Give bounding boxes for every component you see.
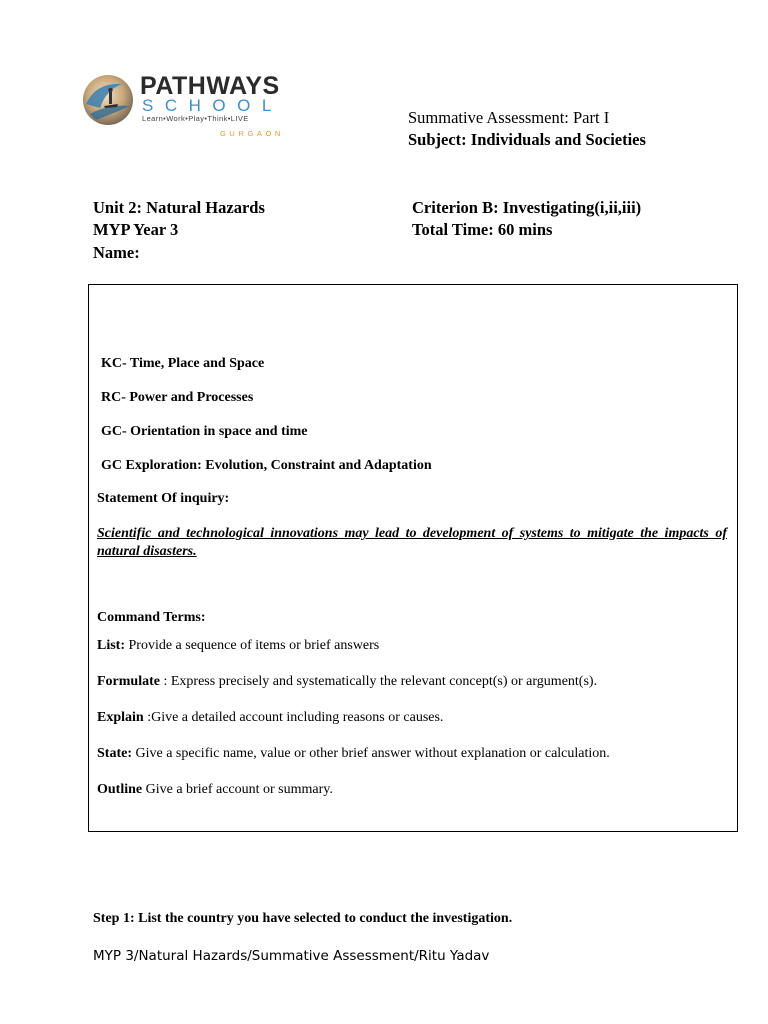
global-context-exploration: GC Exploration: Evolution, Constraint and Adaptation — [101, 458, 432, 473]
logo-school: SCHOOL — [142, 96, 283, 115]
definition: : Express precisely and systematically the relevant concept(s) or argument(s). — [159, 674, 598, 689]
command-term-outline — [97, 782, 333, 798]
step-1-instruction: Step 1: List the country you have selected to conduct the investigation. — [93, 911, 513, 926]
year-label: MYP Year 3 — [93, 220, 179, 239]
command-term-state — [97, 746, 610, 762]
definition: Give a specific name, value or other brief answer without explanation or calculation. — [132, 746, 610, 761]
inquiry-heading: Statement Of inquiry: — [97, 491, 230, 506]
command-terms-heading: Command Terms: — [97, 610, 206, 625]
command-term-list — [97, 638, 379, 654]
term: State: — [97, 746, 132, 761]
logo-brand: PATHWAYS — [140, 72, 280, 100]
logo-city: GURGAON — [220, 129, 284, 138]
command-term-formulate — [97, 674, 597, 690]
related-concept: RC- Power and Processes — [101, 390, 254, 405]
globe-surfer-icon — [82, 74, 134, 126]
subject-title: Subject: Individuals and Societies — [408, 130, 646, 149]
criterion-label: Criterion B: Investigating(i,ii,iii) — [412, 198, 642, 217]
total-time-label: Total Time: 60 mins — [412, 220, 553, 239]
unit-title: Unit 2: Natural Hazards — [93, 198, 265, 217]
global-context: GC- Orientation in space and time — [101, 424, 308, 439]
statement-of-inquiry: Scientific and technological innovations may lead to development of systems to mitigate the impacts of natural disasters. — [97, 526, 727, 559]
assessment-title: Summative Assessment: Part I — [408, 108, 610, 127]
definition: :Give a detailed account including reasons or causes. — [143, 710, 444, 725]
term: Outline — [97, 782, 143, 797]
term: List: — [97, 638, 125, 653]
school-logo — [82, 72, 312, 142]
logo-tagline: Learn•Work•Play•Think•LIVE — [142, 114, 249, 123]
command-term-explain — [97, 710, 443, 726]
term: Formulate — [97, 674, 160, 689]
term: Explain — [97, 710, 144, 725]
name-label: Name: — [93, 243, 140, 262]
page-footer: MYP 3/Natural Hazards/Summative Assessment/Ritu Yadav — [93, 948, 490, 964]
definition: Give a brief account or summary. — [142, 782, 333, 797]
definition: Provide a sequence of items or brief answers — [125, 638, 380, 653]
key-concept: KC- Time, Place and Space — [101, 356, 265, 371]
